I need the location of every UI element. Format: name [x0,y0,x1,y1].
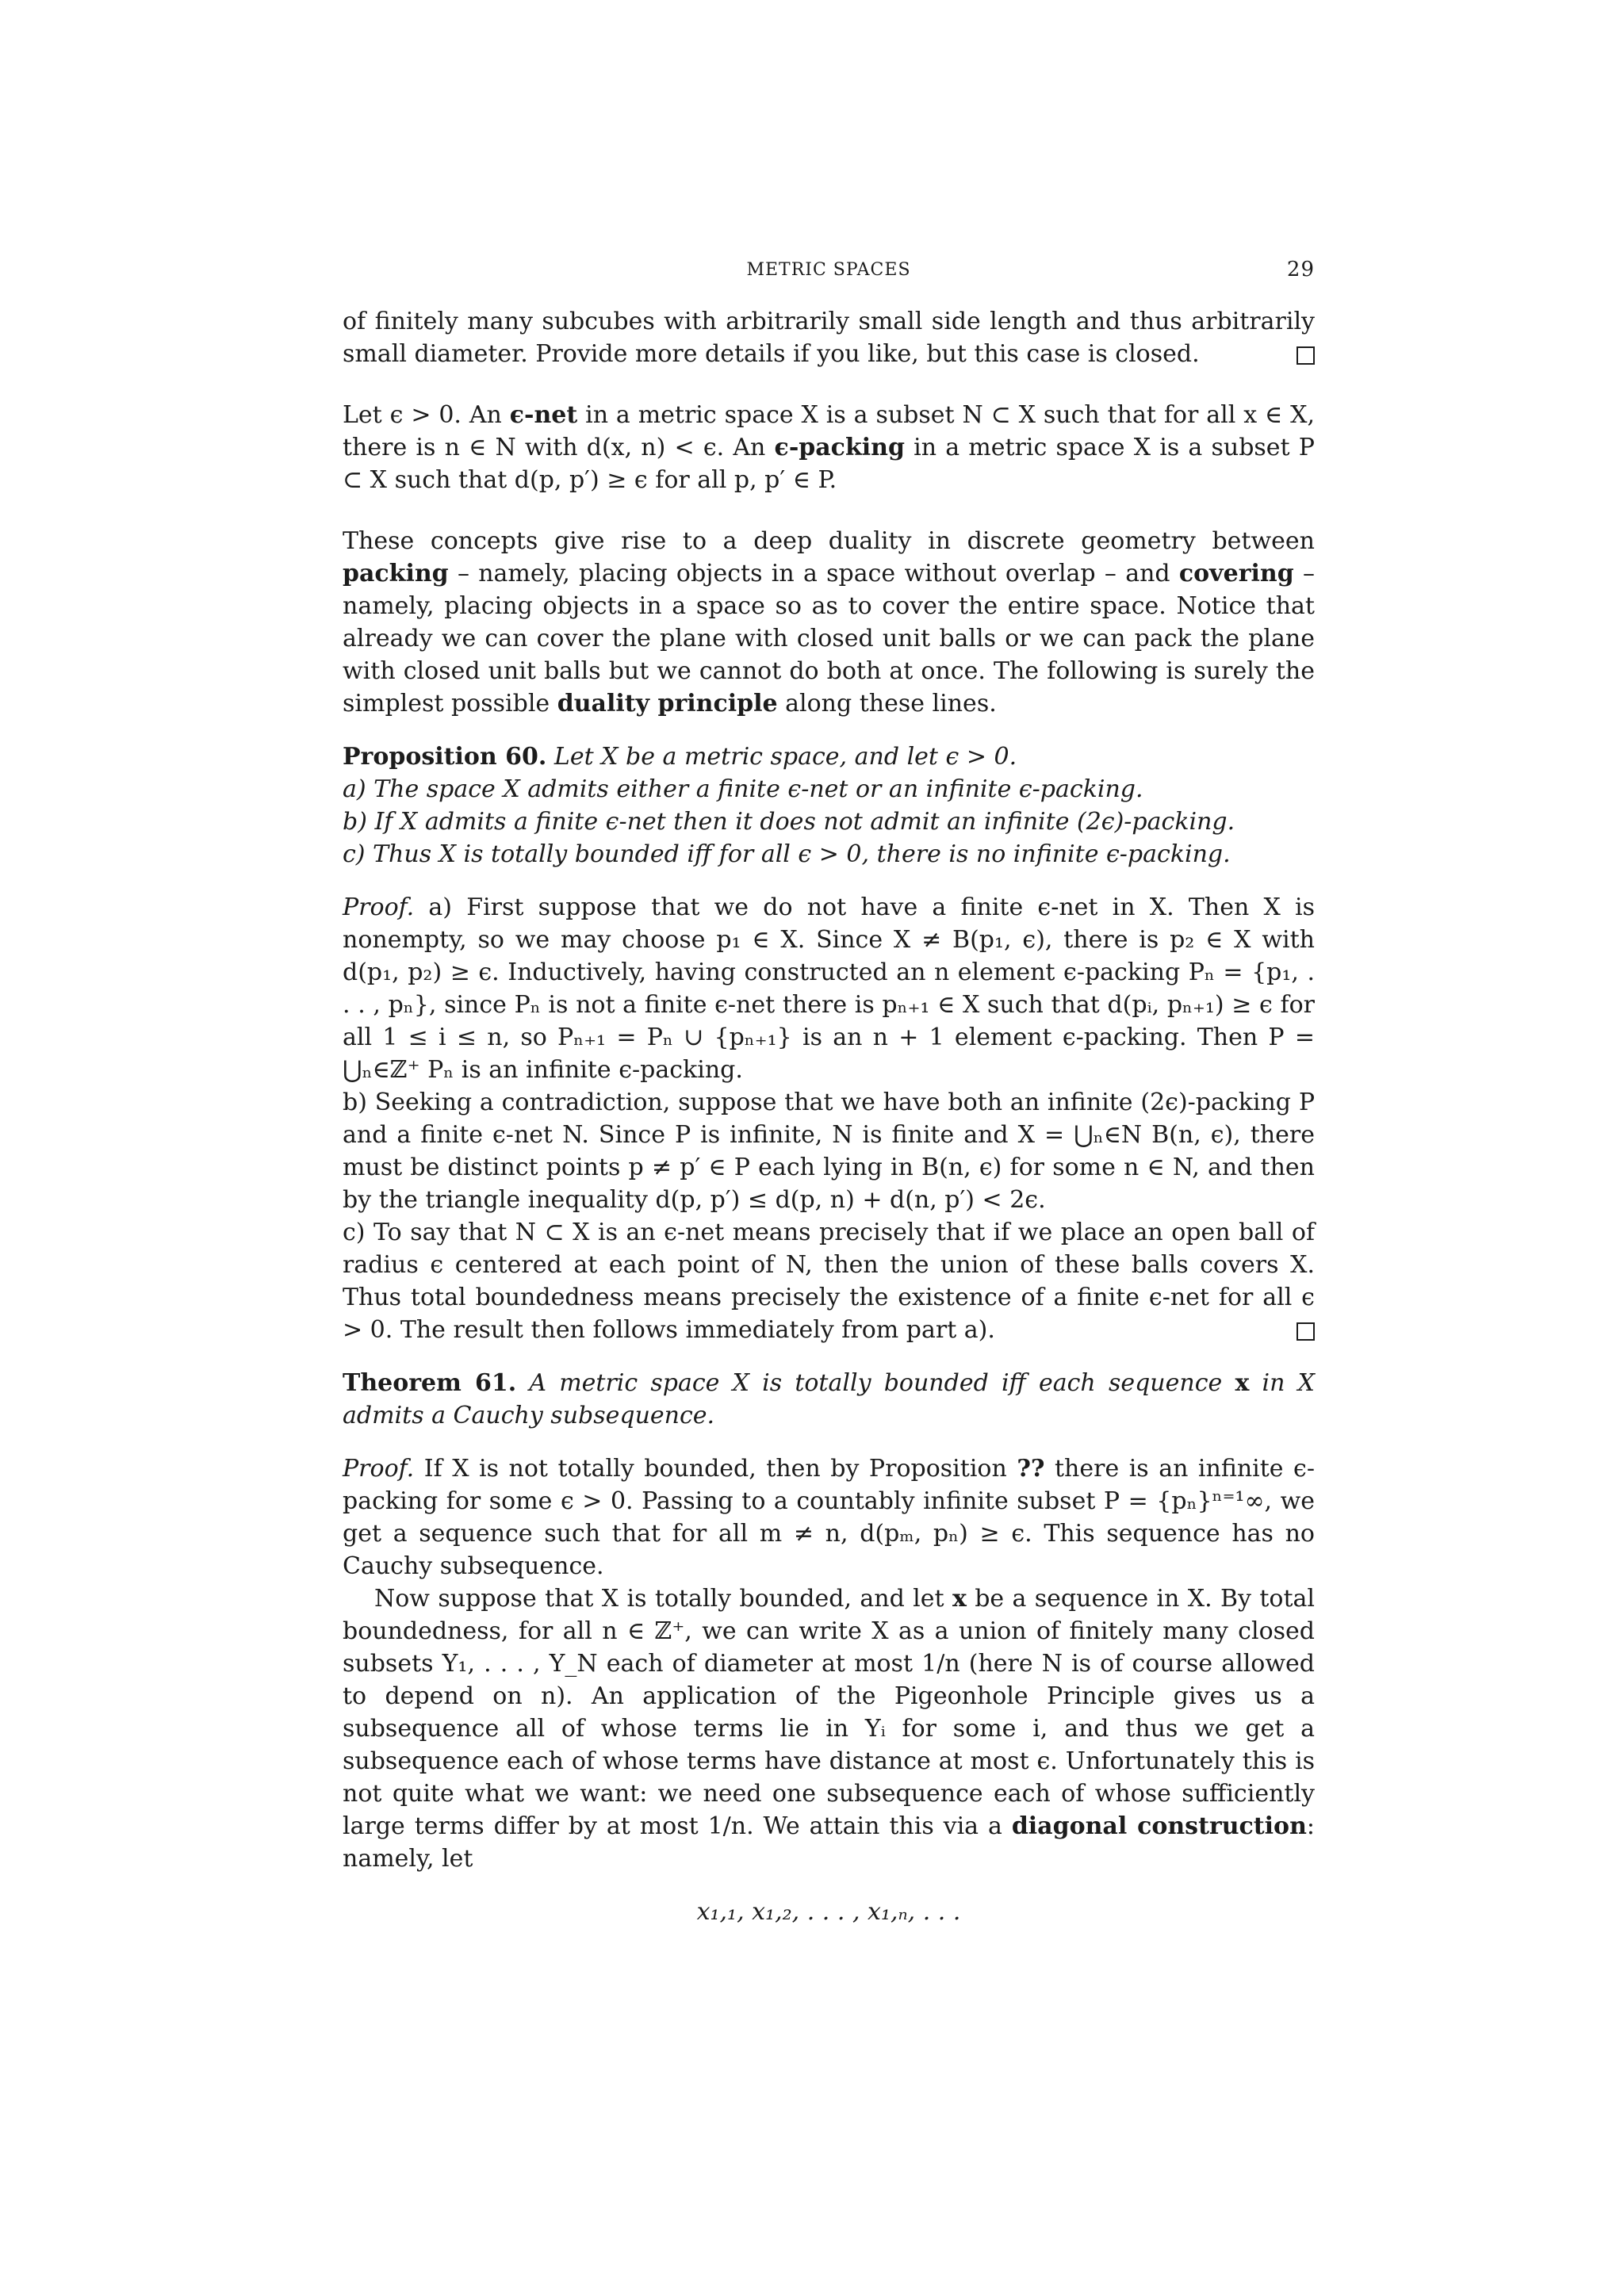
proposition-60-part-b: b) If X admits a finite ϵ-net then it does not admit an infinite (2ϵ)-packing. [343,808,1235,836]
proposition-60-part-a: a) The space X admits either a finite ϵ-net or an infinite ϵ-packing. [343,775,1143,803]
paragraph-closing: of finitely many subcubes with arbitrarily small side length and thus arbitrarily small diameter. Provide more details if you like, but this case is closed. [343,308,1315,368]
proposition-60-label: Proposition 60. [343,743,547,771]
proof-label: Proof. [343,1455,415,1483]
running-header [343,254,1315,286]
paragraph-duality: These concepts give rise to a deep duality in discrete geometry between packing – namely, placing objects in a space without overlap – and covering – namely, placing objects in a space so as to cover the entire space. Notice that already we can cover the plane with closed unit balls or we can pack the plane with closed unit balls but we cannot do both at once. The following is surely the simplest possible duality principle along these lines. [343,527,1315,718]
term-covering: covering [1178,560,1294,587]
proposition-60: Proposition 60. Let X be a metric space, and let ϵ > 0. a) The space X admits either a finite ϵ-net or an infinite ϵ-packing. b) If X admits a finite ϵ-net then it does not admit an infinite (2ϵ)-packing. c) Thus X is totally bounded iff for all ϵ > 0, there is no infinite ϵ-packing. [343,743,1235,868]
term-packing: packing [343,560,449,587]
running-title: METRIC SPACES [746,260,911,280]
paper-page [343,254,1315,1928]
theorem-61: Theorem 61. A metric space X is totally bounded iff each sequence x in X admits a Cauchy subsequence. [343,1369,1315,1429]
theorem-61-label: Theorem 61. [343,1369,517,1397]
proof-60: Proof. a) First suppose that we do not have a finite ϵ-net in X. Then X is nonempty, so we may choose p₁ ∈ X. Since X ≠ B(p₁, ϵ), there is p₂ ∈ X with d(p₁, p₂) ≥ ϵ. Inductively, having constructed an n element ϵ-packing Pₙ = {p₁, . . . , pₙ}, since Pₙ is not a finite ϵ-net there is pₙ₊₁ ∈ X such that d(pᵢ, pₙ₊₁) ≥ ϵ for all 1 ≤ i ≤ n, so Pₙ₊₁ = Pₙ ∪ {pₙ₊₁} is an n + 1 element ϵ-packing. Then P = ⋃ₙ∈ℤ⁺ Pₙ is an infinite ϵ-packing. b) Seeking a contradiction, suppose that we have both an infinite (2ϵ)-packing P and a finite ϵ-net N. Since P is infinite, N is finite and X = ⋃ₙ∈N B(n, ϵ), there must be distinct points p ≠ p′ ∈ P each lying in B(n, ϵ) for some n ∈ N, and then by the triangle inequality d(p, p′) ≤ d(p, n) + d(n, p′) < 2ϵ. c) To say that N ⊂ X is an ϵ-net means precisely that if we place an open ball of radius ϵ centered at each point of N, then the union of these balls covers X. Thus total boundedness means precisely the existence of a finite ϵ-net for all ϵ > 0. The result then follows immediately from part a). [343,891,1315,1346]
display-equation: x₁,₁, x₁,₂, . . . , x₁,ₙ, . . . [696,1898,961,1926]
qed-icon [1297,346,1315,365]
proof-61: Proof. If X is not totally bounded, then by Proposition ?? there is an infinite ϵ-packing for some ϵ > 0. Passing to a countably infinite subset P = {pₙ}ⁿ⁼¹∞, we get a sequence such that for all m ≠ n, d(pₘ, pₙ) ≥ ϵ. This sequence has no Cauchy subsequence. Now suppose that X is totally bounded, and let x be a sequence in X. By total boundedness, for all n ∈ ℤ⁺, we can write X as a union of finitely many closed subsets Y₁, . . . , Y_N each of diameter at most 1/n (here N is of course allowed to depend on n). An application of the Pigeonhole Principle gives us a subsequence all of whose terms lie in Yᵢ for some i, and thus we get a subsequence each of whose terms have distance at most ϵ. Unfortunately this is not quite what we want: we need one subsequence each of whose sufficiently large terms differ by at most 1/n. We attain this via a diagonal construction: namely, let [343,1455,1316,1873]
term-duality-principle: duality principle [557,690,778,718]
proof-60-part-c: c) To say that N ⊂ X is an ϵ-net means precisely that if we place an open ball of radius ϵ centered at each point of N, then the union of these balls covers X. Thus total boundedness means precisely the existence of a finite ϵ-net for all ϵ > 0. The result then follows immediately from part a). [343,1219,1315,1344]
term-diagonal-construction: diagonal construction [1011,1812,1307,1840]
page-number: 29 [1286,258,1315,281]
proposition-60-part-c: c) Thus X is totally bounded iff for all ϵ > 0, there is no infinite ϵ-packing. [343,840,1231,868]
term-epsilon-packing: ϵ-packing [774,434,905,461]
proof-label: Proof. [343,894,415,921]
paragraph-definitions: Let ϵ > 0. An ϵ-net in a metric space X is a subset N ⊂ X such that for all x ∈ X, there is n ∈ N with d(x, n) < ϵ. An ϵ-packing in a metric space X is a subset P ⊂ X such that d(p, p′) ≥ ϵ for all p, p′ ∈ P. [343,401,1315,494]
qed-icon [1297,1322,1315,1341]
unresolved-reference: ?? [1017,1455,1045,1483]
term-epsilon-net: ϵ-net [509,401,578,429]
proof-60-part-b: b) Seeking a contradiction, suppose that we have both an infinite (2ϵ)-packing P and a finite ϵ-net N. Since P is infinite, N is finite and X = ⋃ₙ∈N B(n, ϵ), there must be distinct points p ≠ p′ ∈ P each lying in B(n, ϵ) for some n ∈ N, and then by the triangle inequality d(p, p′) ≤ d(p, n) + d(n, p′) < 2ϵ. [343,1089,1315,1214]
